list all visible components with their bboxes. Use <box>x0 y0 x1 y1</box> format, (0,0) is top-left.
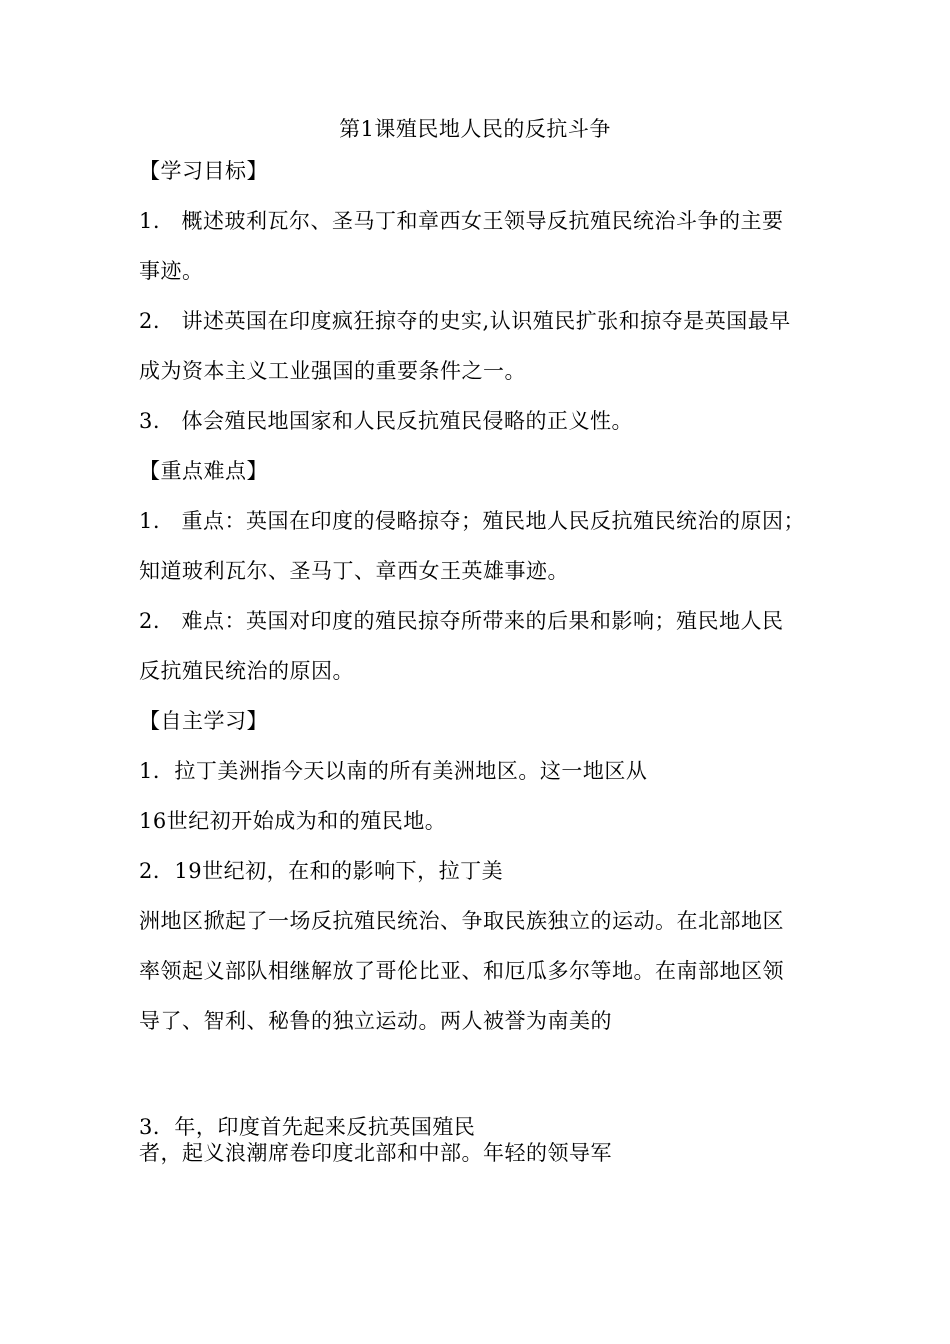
paragraph-line: 2．19世纪初，在和的影响下，拉丁美 <box>139 859 504 883</box>
paragraph-line: 1．拉丁美洲指今天以南的所有美洲地区。这一地区从 <box>139 759 648 783</box>
paragraph-line: 洲地区掀起了一场反抗殖民统治、争取民族独立的运动。在北部地区 <box>139 909 784 933</box>
paragraph-line: 16世纪初开始成为和的殖民地。 <box>139 809 447 833</box>
paragraph-line: 事迹。 <box>139 259 204 283</box>
paragraph-line: 知道玻利瓦尔、圣马丁、章西女王英雄事迹。 <box>139 559 569 583</box>
paragraph-line: 成为资本主义工业强国的重要条件之一。 <box>139 359 526 383</box>
paragraph-line: 3. 体会殖民地国家和人民反抗殖民侵略的正义性。 <box>139 409 634 433</box>
paragraph-line: 2. 难点：英国对印度的殖民掠夺所带来的后果和影响；殖民地人民 <box>139 609 784 633</box>
paragraph-line: 导了、智利、秘鲁的独立运动。两人被誉为南美的 <box>139 1009 612 1033</box>
paragraph-line: 率领起义部队相继解放了哥伦比亚、和厄瓜多尔等地。在南部地区领 <box>139 959 784 983</box>
section-heading-self-study: 【自主学习】 <box>139 709 268 733</box>
paragraph-line: 反抗殖民统治的原因。 <box>139 659 354 683</box>
paragraph-line: 2. 讲述英国在印度疯狂掠夺的史实,认识殖民扩张和掠夺是英国最早 <box>139 309 791 333</box>
section-heading-objectives: 【学习目标】 <box>139 159 268 183</box>
document-title: 第1课殖民地人民的反抗斗争 <box>339 117 611 141</box>
paragraph-line: 3．年，印度首先起来反抗英国殖民 <box>139 1115 476 1139</box>
paragraph-line: 1. 重点：英国在印度的侵略掠夺；殖民地人民反抗殖民统治的原因； <box>139 509 806 533</box>
section-heading-key-points: 【重点难点】 <box>139 459 268 483</box>
paragraph-line: 者，起义浪潮席卷印度北部和中部。年轻的领导军 <box>139 1141 612 1165</box>
paragraph-line: 1. 概述玻利瓦尔、圣马丁和章西女王领导反抗殖民统治斗争的主要 <box>139 209 784 233</box>
